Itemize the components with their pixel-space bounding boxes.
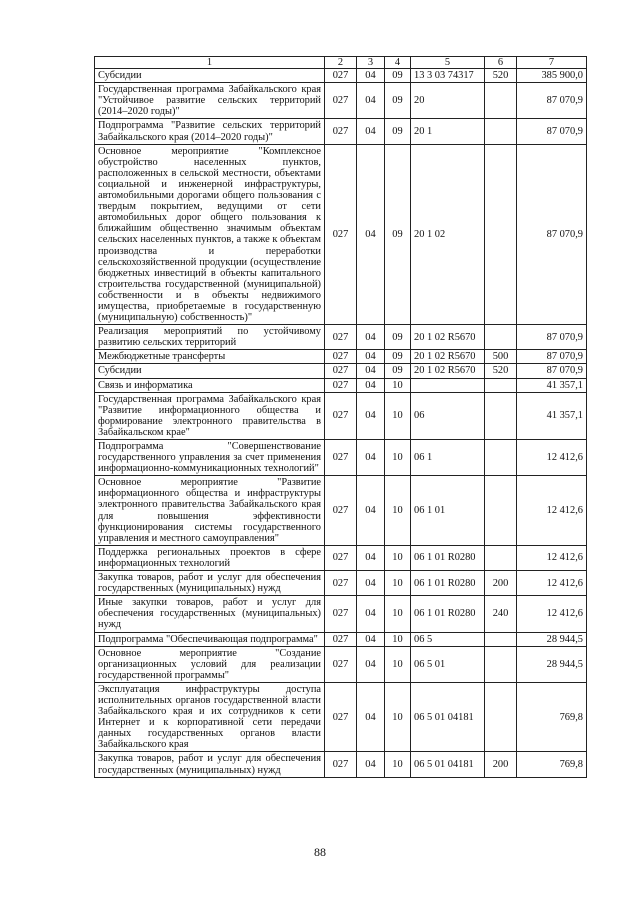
row-target-code: 06 bbox=[411, 392, 485, 439]
row-expense-type bbox=[485, 545, 517, 570]
row-expense-type bbox=[485, 119, 517, 144]
table-row bbox=[95, 476, 587, 546]
row-section-code: 04 bbox=[357, 69, 385, 83]
row-expense-type bbox=[485, 392, 517, 439]
row-expense-type: 240 bbox=[485, 596, 517, 632]
row-ministry-code: 027 bbox=[325, 596, 357, 632]
row-name: Поддержка региональных проектов в сфере информационных технологий bbox=[95, 545, 325, 570]
table-row bbox=[95, 392, 587, 439]
row-amount: 12 412,6 bbox=[517, 440, 587, 476]
row-amount: 28 944,5 bbox=[517, 632, 587, 646]
row-subsection-code: 09 bbox=[385, 69, 411, 83]
table-row bbox=[95, 378, 587, 392]
row-amount: 41 357,1 bbox=[517, 392, 587, 439]
row-target-code: 06 1 01 R0280 bbox=[411, 545, 485, 570]
row-amount: 87 070,9 bbox=[517, 364, 587, 378]
page-number: 88 bbox=[314, 845, 326, 859]
row-amount: 87 070,9 bbox=[517, 325, 587, 350]
row-target-code: 20 1 02 bbox=[411, 144, 485, 325]
row-subsection-code: 10 bbox=[385, 392, 411, 439]
row-section-code: 04 bbox=[357, 144, 385, 325]
row-name: Основное мероприятие "Развитие информационного общества и инфраструктуры электронного правительства Забайкальского края для повышения эффективности функционирования системы государственного управления и местного самоуправления" bbox=[95, 476, 325, 546]
row-name: Основное мероприятие "Создание организационных условий для реализации государственной программы" bbox=[95, 646, 325, 682]
row-target-code: 06 5 01 04181 bbox=[411, 752, 485, 777]
table-row bbox=[95, 83, 587, 119]
row-name: Межбюджетные трансферты bbox=[95, 350, 325, 364]
row-subsection-code: 10 bbox=[385, 596, 411, 632]
row-name: Субсидии bbox=[95, 364, 325, 378]
row-expense-type bbox=[485, 682, 517, 752]
row-name: Реализация мероприятий по устойчивому развитию сельских территорий bbox=[95, 325, 325, 350]
row-ministry-code: 027 bbox=[325, 144, 357, 325]
row-ministry-code: 027 bbox=[325, 682, 357, 752]
table-row bbox=[95, 119, 587, 144]
row-section-code: 04 bbox=[357, 364, 385, 378]
document-page bbox=[94, 56, 586, 778]
row-ministry-code: 027 bbox=[325, 69, 357, 83]
row-subsection-code: 10 bbox=[385, 378, 411, 392]
row-section-code: 04 bbox=[357, 646, 385, 682]
row-subsection-code: 09 bbox=[385, 325, 411, 350]
column-header: 3 bbox=[357, 57, 385, 69]
row-ministry-code: 027 bbox=[325, 119, 357, 144]
table-row bbox=[95, 545, 587, 570]
row-name: Основное мероприятие "Комплексное обустройство населенных пунктов, расположенных в сельской местности, объектами социальной и инженерной инфраструктуры, автомобильными дорогами общего пользования с твердым покрытием, ведущими от сети автомобильных дорог общего пользования к ближайшим общественно значимым объектам сельских населенных пунктов, а также к объектам производства и переработки сельскохозяйственной продукции (осуществление бюджетных инвестиций в объекты капитального строительства государственной (муниципальной) собственности и в объекты недвижимого имущества, приобретаемые в государственную (муниципальную) собственность)" bbox=[95, 144, 325, 325]
row-target-code: 06 5 01 04181 bbox=[411, 682, 485, 752]
row-name: Подпрограмма "Совершенствование государственного управления за счет применения информационно-коммуникационных технологий" bbox=[95, 440, 325, 476]
row-amount: 12 412,6 bbox=[517, 596, 587, 632]
table-row bbox=[95, 440, 587, 476]
row-amount: 41 357,1 bbox=[517, 378, 587, 392]
row-expense-type bbox=[485, 378, 517, 392]
row-name: Эксплуатация инфраструктуры доступа исполнительных органов государственной власти Забайкальского края и их сотрудников к сети Интернет и к корпоративной сети передачи данных государственных органов власти Забайкальского края bbox=[95, 682, 325, 752]
table-row bbox=[95, 632, 587, 646]
row-name: Связь и информатика bbox=[95, 378, 325, 392]
row-target-code: 06 1 bbox=[411, 440, 485, 476]
table-body bbox=[95, 69, 587, 778]
header-row bbox=[95, 57, 587, 69]
row-ministry-code: 027 bbox=[325, 83, 357, 119]
row-target-code: 06 5 bbox=[411, 632, 485, 646]
row-subsection-code: 10 bbox=[385, 682, 411, 752]
table-row bbox=[95, 752, 587, 777]
table-row bbox=[95, 69, 587, 83]
column-header: 2 bbox=[325, 57, 357, 69]
row-section-code: 04 bbox=[357, 378, 385, 392]
row-target-code: 13 3 03 74317 bbox=[411, 69, 485, 83]
row-amount: 87 070,9 bbox=[517, 83, 587, 119]
row-expense-type bbox=[485, 476, 517, 546]
row-section-code: 04 bbox=[357, 476, 385, 546]
row-amount: 87 070,9 bbox=[517, 350, 587, 364]
row-target-code: 20 1 02 R5670 bbox=[411, 325, 485, 350]
row-expense-type: 520 bbox=[485, 69, 517, 83]
row-ministry-code: 027 bbox=[325, 378, 357, 392]
row-name: Подпрограмма "Развитие сельских территорий Забайкальского края (2014–2020 годы)" bbox=[95, 119, 325, 144]
row-ministry-code: 027 bbox=[325, 325, 357, 350]
row-subsection-code: 10 bbox=[385, 476, 411, 546]
row-amount: 769,8 bbox=[517, 752, 587, 777]
row-target-code: 06 1 01 R0280 bbox=[411, 571, 485, 596]
row-subsection-code: 10 bbox=[385, 632, 411, 646]
row-subsection-code: 09 bbox=[385, 350, 411, 364]
table-row bbox=[95, 350, 587, 364]
row-target-code bbox=[411, 378, 485, 392]
budget-table bbox=[94, 56, 587, 778]
row-subsection-code: 09 bbox=[385, 83, 411, 119]
row-ministry-code: 027 bbox=[325, 632, 357, 646]
row-expense-type: 200 bbox=[485, 571, 517, 596]
row-amount: 769,8 bbox=[517, 682, 587, 752]
table-row bbox=[95, 364, 587, 378]
row-expense-type bbox=[485, 144, 517, 325]
row-amount: 12 412,6 bbox=[517, 545, 587, 570]
row-target-code: 20 1 02 R5670 bbox=[411, 364, 485, 378]
column-header: 4 bbox=[385, 57, 411, 69]
table-row bbox=[95, 646, 587, 682]
row-subsection-code: 09 bbox=[385, 119, 411, 144]
row-section-code: 04 bbox=[357, 571, 385, 596]
row-name: Государственная программа Забайкальского края "Устойчивое развитие сельских территорий (2014–2020 годы)" bbox=[95, 83, 325, 119]
table-row bbox=[95, 596, 587, 632]
row-subsection-code: 09 bbox=[385, 144, 411, 325]
row-section-code: 04 bbox=[357, 440, 385, 476]
row-expense-type: 500 bbox=[485, 350, 517, 364]
row-subsection-code: 10 bbox=[385, 646, 411, 682]
row-amount: 385 900,0 bbox=[517, 69, 587, 83]
row-section-code: 04 bbox=[357, 325, 385, 350]
row-target-code: 06 5 01 bbox=[411, 646, 485, 682]
row-subsection-code: 10 bbox=[385, 571, 411, 596]
column-header: 7 bbox=[517, 57, 587, 69]
row-subsection-code: 10 bbox=[385, 545, 411, 570]
table-row bbox=[95, 144, 587, 325]
row-section-code: 04 bbox=[357, 545, 385, 570]
row-section-code: 04 bbox=[357, 682, 385, 752]
row-expense-type: 200 bbox=[485, 752, 517, 777]
row-target-code: 20 bbox=[411, 83, 485, 119]
row-name: Государственная программа Забайкальского края "Развитие информационного общества и формирование электронного правительства в Забайкальском крае" bbox=[95, 392, 325, 439]
row-name: Субсидии bbox=[95, 69, 325, 83]
row-amount: 87 070,9 bbox=[517, 144, 587, 325]
table-row bbox=[95, 682, 587, 752]
row-expense-type bbox=[485, 632, 517, 646]
row-target-code: 06 1 01 R0280 bbox=[411, 596, 485, 632]
column-header: 1 bbox=[95, 57, 325, 69]
row-ministry-code: 027 bbox=[325, 476, 357, 546]
row-subsection-code: 10 bbox=[385, 440, 411, 476]
row-section-code: 04 bbox=[357, 83, 385, 119]
row-target-code: 20 1 bbox=[411, 119, 485, 144]
row-subsection-code: 09 bbox=[385, 364, 411, 378]
row-expense-type bbox=[485, 325, 517, 350]
row-section-code: 04 bbox=[357, 392, 385, 439]
row-section-code: 04 bbox=[357, 350, 385, 364]
row-ministry-code: 027 bbox=[325, 350, 357, 364]
row-amount: 28 944,5 bbox=[517, 646, 587, 682]
row-ministry-code: 027 bbox=[325, 364, 357, 378]
table-row bbox=[95, 325, 587, 350]
row-name: Закупка товаров, работ и услуг для обеспечения государственных (муниципальных) нужд bbox=[95, 752, 325, 777]
row-amount: 12 412,6 bbox=[517, 571, 587, 596]
row-name: Закупка товаров, работ и услуг для обеспечения государственных (муниципальных) нужд bbox=[95, 571, 325, 596]
column-header: 6 bbox=[485, 57, 517, 69]
row-expense-type bbox=[485, 440, 517, 476]
row-ministry-code: 027 bbox=[325, 752, 357, 777]
row-target-code: 06 1 01 bbox=[411, 476, 485, 546]
row-ministry-code: 027 bbox=[325, 392, 357, 439]
row-ministry-code: 027 bbox=[325, 545, 357, 570]
row-ministry-code: 027 bbox=[325, 646, 357, 682]
row-ministry-code: 027 bbox=[325, 440, 357, 476]
row-target-code: 20 1 02 R5670 bbox=[411, 350, 485, 364]
row-ministry-code: 027 bbox=[325, 571, 357, 596]
row-subsection-code: 10 bbox=[385, 752, 411, 777]
row-expense-type bbox=[485, 646, 517, 682]
row-name: Подпрограмма "Обеспечивающая подпрограмма" bbox=[95, 632, 325, 646]
row-amount: 12 412,6 bbox=[517, 476, 587, 546]
row-section-code: 04 bbox=[357, 632, 385, 646]
row-expense-type: 520 bbox=[485, 364, 517, 378]
row-amount: 87 070,9 bbox=[517, 119, 587, 144]
table-row bbox=[95, 571, 587, 596]
row-name: Иные закупки товаров, работ и услуг для обеспечения государственных (муниципальных) нужд bbox=[95, 596, 325, 632]
row-section-code: 04 bbox=[357, 119, 385, 144]
column-header: 5 bbox=[411, 57, 485, 69]
row-section-code: 04 bbox=[357, 752, 385, 777]
row-section-code: 04 bbox=[357, 596, 385, 632]
row-expense-type bbox=[485, 83, 517, 119]
